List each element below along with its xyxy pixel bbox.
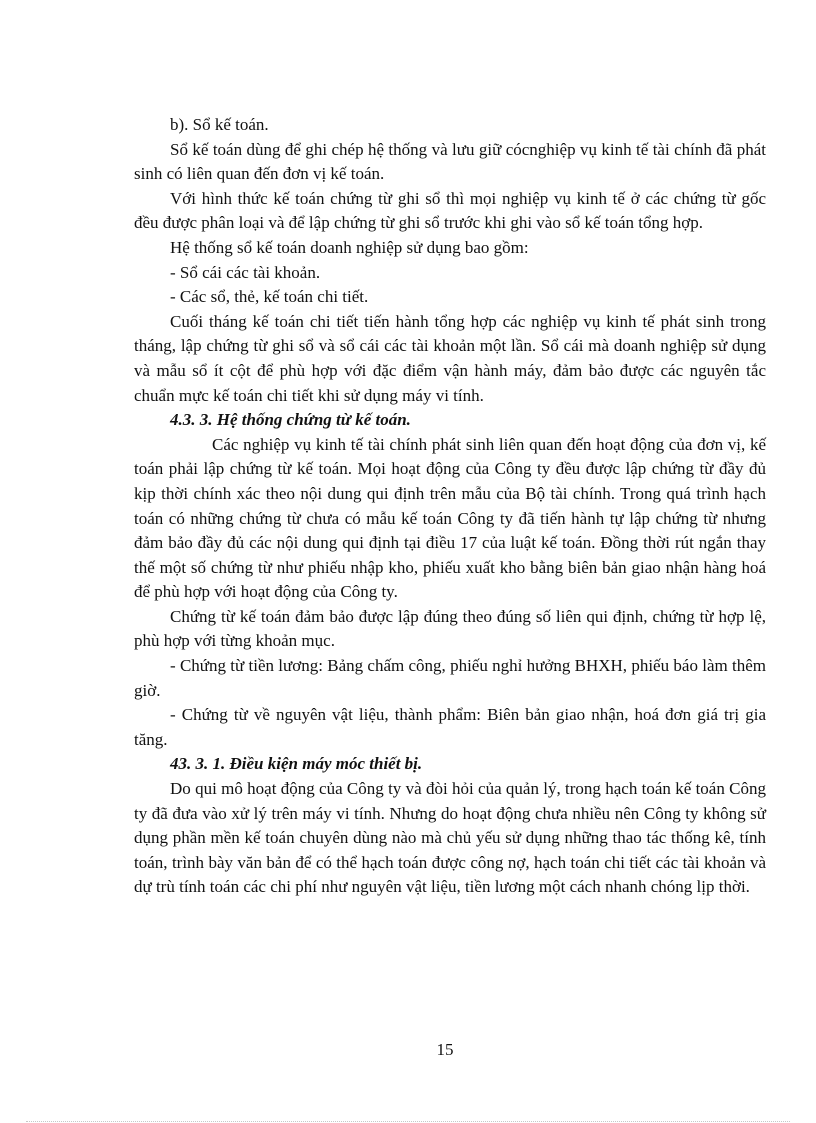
section-heading-may-moc: 43. 3. 1. Điều kiện máy móc thiết bị. [170, 754, 423, 774]
paragraph-chung-tu-ke-toan: Chứng từ kế toán đảm bảo được lập đúng theo đúng số liên qui định, chứng từ hợp lệ, phù hợp với từng khoản mục. [134, 606, 766, 651]
paragraph-cuoi-thang: Cuối tháng kế toán chi tiết tiến hành tổng hợp các nghiệp vụ kinh tế phát sinh trong tháng, lập chứng từ ghi sổ và sổ cái các tài khoản một lần. Sổ cái mà doanh nghiệp sử dụng và mẫu sổ ít cột để phù hợp với đặc điểm vận hành máy, đảm bảo được các nguyên tắc chuẩn mực kế toán chi tiết khi sử dụng máy vi tính. [134, 311, 766, 405]
list-item-so-cai: - Sổ cái các tài khoản. [170, 262, 321, 282]
document-body [134, 113, 766, 900]
paragraph-so-ke-toan-definition: Sổ kế toán dùng để ghi chép hệ thống và lưu giữ cócnghiệp vụ kinh tế tài chính đã phát sinh có liên quan đến đơn vị kế toán. [134, 139, 766, 184]
section-b-title: b). Sổ kế toán. [170, 115, 269, 134]
paragraph-he-thong-so: Hệ thống sổ kế toán doanh nghiệp sử dụng bao gồm: [170, 237, 529, 257]
page-bottom-rule [26, 1121, 790, 1122]
list-item-chung-tu-tien-luong: - Chứng từ tiền lương: Bảng chấm công, phiếu nghỉ hưởng BHXH, phiếu báo làm thêm giờ. [134, 656, 766, 700]
paragraph-nghiep-vu-kinh-te: Các nghiệp vụ kinh tế tài chính phát sinh liên quan đến hoạt động của đơn vị, kế toán phải lập chứng từ kế toán. Mọi hoạt động của Công ty đều được lập chứng từ đầy đủ kịp thời chính xác theo nội dung qui định trên mẫu của Bộ tài chính. Trong quá trình hạch toán có những chứng từ chưa có mẫu kế toán Công ty đã tiến hành tự lập chứng từ nhưng đảm bảo đầy đủ các nội dung qui định tại điều 17 của luật kế toán. Đồng thời rút ngắn thay thế một số chứng từ như phiếu nhập kho, phiếu xuất kho bằng biên bản giao nhận hàng hoá để phù hợp với hoạt động của Công ty. [134, 434, 766, 602]
section-heading-chung-tu: 4.3. 3. Hệ thống chứng từ kế toán. [170, 410, 411, 430]
paragraph-hinh-thuc-ke-toan: Với hình thức kế toán chứng từ ghi sổ thì mọi nghiệp vụ kinh tế ở các chứng từ gốc đều được phân loại và để lập chứng từ ghi sổ trước khi ghi vào sổ kế toán tổng hợp. [134, 188, 766, 233]
page-number: 15 [436, 1040, 454, 1059]
list-item-chung-tu-nguyen-vat-lieu: - Chứng từ về nguyên vật liệu, thành phẩm: Biên bản giao nhận, hoá đơn giá trị gia tăng. [134, 705, 766, 749]
paragraph-qui-mo-hoat-dong: Do qui mô hoạt động của Công ty và đòi hỏi của quản lý, trong hạch toán kế toán Công ty đã đưa vào xử lý trên máy vi tính. Nhưng do hoạt động chưa nhiều nên Công ty không sử dụng phần mền kế toán chuyên dùng nào mà chủ yếu sử dụng những thao tác thống kê, tính toán, trình bày văn bản để có thể hạch toán được công nợ, hạch toán chi tiết các tài khoản và dự trù tính toán các chi phí như nguyên vật liệu, tiền lương một cách nhanh chóng lịp thời. [134, 779, 766, 897]
list-item-so-the-chi-tiet: - Các sổ, thẻ, kế toán chi tiết. [170, 287, 369, 307]
